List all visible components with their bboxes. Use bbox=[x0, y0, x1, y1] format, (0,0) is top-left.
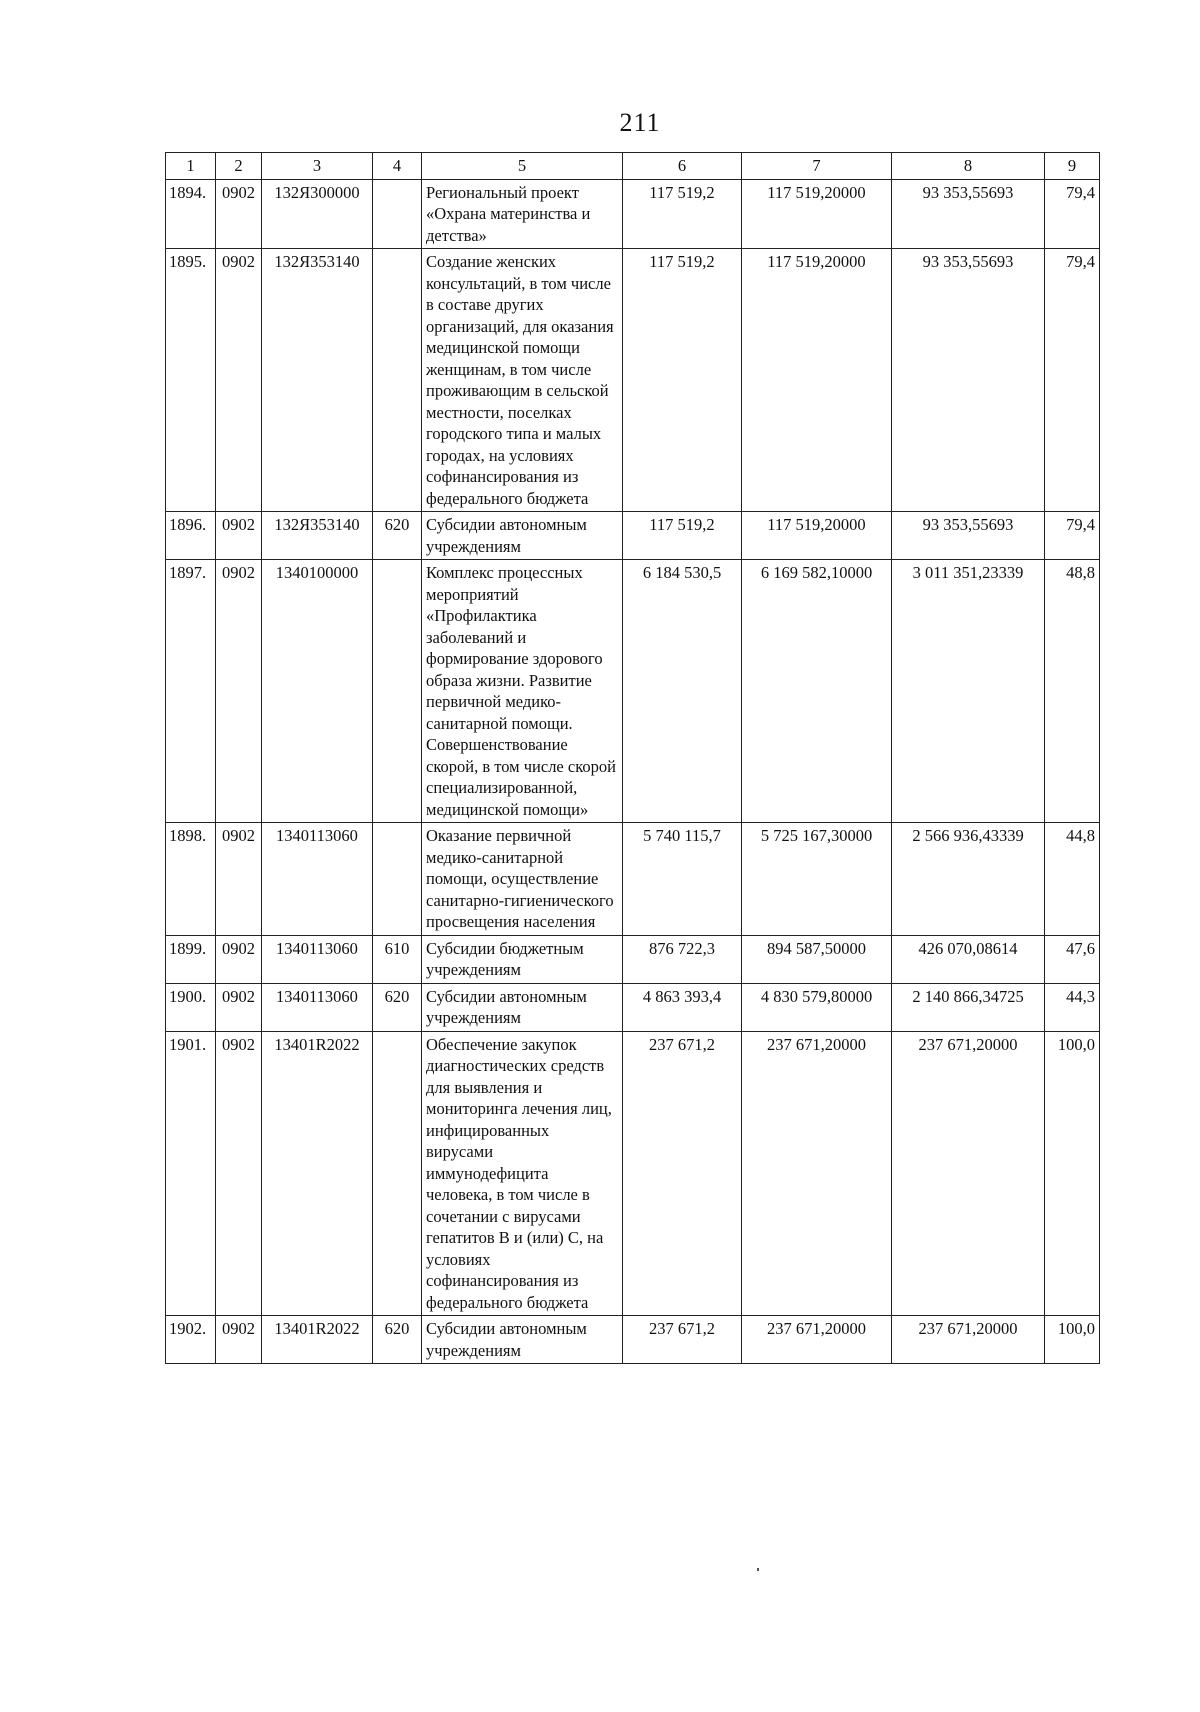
header-cell: 9 bbox=[1045, 153, 1100, 180]
header-cell: 1 bbox=[166, 153, 216, 180]
plan-amount-cell: 4 863 393,4 bbox=[623, 983, 742, 1031]
percent-cell: 79,4 bbox=[1045, 249, 1100, 512]
percent-cell: 79,4 bbox=[1045, 512, 1100, 560]
table-row bbox=[166, 1316, 1100, 1364]
description-cell: Оказание первичной медико-санитарной помощи, осуществление санитарно-гигиенического просвещения населения bbox=[422, 823, 623, 936]
refined-amount-cell: 237 671,20000 bbox=[742, 1316, 892, 1364]
plan-amount-cell: 117 519,2 bbox=[623, 249, 742, 512]
table-row bbox=[166, 823, 1100, 936]
executed-amount-cell: 2 140 866,34725 bbox=[892, 983, 1045, 1031]
row-number-cell: 1902. bbox=[166, 1316, 216, 1364]
section-code-cell: 0902 bbox=[216, 249, 262, 512]
row-number-cell: 1899. bbox=[166, 935, 216, 983]
refined-amount-cell: 117 519,20000 bbox=[742, 179, 892, 249]
header-cell: 5 bbox=[422, 153, 623, 180]
section-code-cell: 0902 bbox=[216, 179, 262, 249]
section-code-cell: 0902 bbox=[216, 560, 262, 823]
section-code-cell: 0902 bbox=[216, 1031, 262, 1316]
header-cell: 6 bbox=[623, 153, 742, 180]
table-body bbox=[166, 179, 1100, 1364]
table-row bbox=[166, 1031, 1100, 1316]
table-row bbox=[166, 983, 1100, 1031]
target-code-cell: 1340100000 bbox=[262, 560, 373, 823]
percent-cell: 44,3 bbox=[1045, 983, 1100, 1031]
table-row bbox=[166, 512, 1100, 560]
target-code-cell: 132Я353140 bbox=[262, 249, 373, 512]
expense-type-cell bbox=[373, 560, 422, 823]
page-number: 211 bbox=[619, 108, 661, 137]
description-cell: Субсидии автономным учреждениям bbox=[422, 983, 623, 1031]
percent-cell: 79,4 bbox=[1045, 179, 1100, 249]
percent-cell: 100,0 bbox=[1045, 1031, 1100, 1316]
description-cell: Комплекс процессных мероприятий «Профилактика заболеваний и формирование здорового образа жизни. Развитие первичной медико-санитарной помощи. Совершенствование скорой, в том числе скорой специализированной, медицинской помощи» bbox=[422, 560, 623, 823]
budget-table bbox=[165, 152, 1100, 1364]
row-number-cell: 1901. bbox=[166, 1031, 216, 1316]
row-number-cell: 1897. bbox=[166, 560, 216, 823]
percent-cell: 48,8 bbox=[1045, 560, 1100, 823]
row-number-cell: 1898. bbox=[166, 823, 216, 936]
target-code-cell: 13401R2022 bbox=[262, 1031, 373, 1316]
refined-amount-cell: 117 519,20000 bbox=[742, 512, 892, 560]
table-row bbox=[166, 179, 1100, 249]
section-code-cell: 0902 bbox=[216, 1316, 262, 1364]
plan-amount-cell: 237 671,2 bbox=[623, 1316, 742, 1364]
target-code-cell: 1340113060 bbox=[262, 983, 373, 1031]
expense-type-cell bbox=[373, 823, 422, 936]
section-code-cell: 0902 bbox=[216, 823, 262, 936]
plan-amount-cell: 237 671,2 bbox=[623, 1031, 742, 1316]
refined-amount-cell: 4 830 579,80000 bbox=[742, 983, 892, 1031]
expense-type-cell: 620 bbox=[373, 512, 422, 560]
executed-amount-cell: 237 671,20000 bbox=[892, 1031, 1045, 1316]
refined-amount-cell: 5 725 167,30000 bbox=[742, 823, 892, 936]
plan-amount-cell: 117 519,2 bbox=[623, 179, 742, 249]
expense-type-cell bbox=[373, 1031, 422, 1316]
executed-amount-cell: 426 070,08614 bbox=[892, 935, 1045, 983]
section-code-cell: 0902 bbox=[216, 935, 262, 983]
description-cell: Субсидии автономным учреждениям bbox=[422, 1316, 623, 1364]
target-code-cell: 1340113060 bbox=[262, 823, 373, 936]
row-number-cell: 1900. bbox=[166, 983, 216, 1031]
expense-type-cell bbox=[373, 179, 422, 249]
target-code-cell: 13401R2022 bbox=[262, 1316, 373, 1364]
table-row bbox=[166, 560, 1100, 823]
description-cell: Создание женских консультаций, в том числе в составе других организаций, для оказания медицинской помощи женщинам, в том числе проживающим в сельской местности, поселках городского типа и малых городах, на условиях софинансирования из федерального бюджета bbox=[422, 249, 623, 512]
description-cell: Региональный проект «Охрана материнства и детства» bbox=[422, 179, 623, 249]
row-number-cell: 1894. bbox=[166, 179, 216, 249]
expense-type-cell: 620 bbox=[373, 983, 422, 1031]
refined-amount-cell: 117 519,20000 bbox=[742, 249, 892, 512]
refined-amount-cell: 237 671,20000 bbox=[742, 1031, 892, 1316]
executed-amount-cell: 237 671,20000 bbox=[892, 1316, 1045, 1364]
refined-amount-cell: 894 587,50000 bbox=[742, 935, 892, 983]
expense-type-cell bbox=[373, 249, 422, 512]
expense-type-cell: 610 bbox=[373, 935, 422, 983]
plan-amount-cell: 5 740 115,7 bbox=[623, 823, 742, 936]
percent-cell: 100,0 bbox=[1045, 1316, 1100, 1364]
table-row bbox=[166, 935, 1100, 983]
expense-type-cell: 620 bbox=[373, 1316, 422, 1364]
executed-amount-cell: 93 353,55693 bbox=[892, 512, 1045, 560]
row-number-cell: 1895. bbox=[166, 249, 216, 512]
plan-amount-cell: 6 184 530,5 bbox=[623, 560, 742, 823]
target-code-cell: 1340113060 bbox=[262, 935, 373, 983]
executed-amount-cell: 3 011 351,23339 bbox=[892, 560, 1045, 823]
section-code-cell: 0902 bbox=[216, 983, 262, 1031]
header-cell: 3 bbox=[262, 153, 373, 180]
executed-amount-cell: 2 566 936,43339 bbox=[892, 823, 1045, 936]
target-code-cell: 132Я300000 bbox=[262, 179, 373, 249]
scan-dot bbox=[757, 1568, 759, 1571]
header-cell: 2 bbox=[216, 153, 262, 180]
executed-amount-cell: 93 353,55693 bbox=[892, 179, 1045, 249]
header-cell: 7 bbox=[742, 153, 892, 180]
header-cell: 8 bbox=[892, 153, 1045, 180]
percent-cell: 47,6 bbox=[1045, 935, 1100, 983]
plan-amount-cell: 117 519,2 bbox=[623, 512, 742, 560]
header-cell: 4 bbox=[373, 153, 422, 180]
section-code-cell: 0902 bbox=[216, 512, 262, 560]
refined-amount-cell: 6 169 582,10000 bbox=[742, 560, 892, 823]
description-cell: Субсидии автономным учреждениям bbox=[422, 512, 623, 560]
target-code-cell: 132Я353140 bbox=[262, 512, 373, 560]
plan-amount-cell: 876 722,3 bbox=[623, 935, 742, 983]
header-row bbox=[166, 153, 1100, 180]
description-cell: Субсидии бюджетным учреждениям bbox=[422, 935, 623, 983]
table-row bbox=[166, 249, 1100, 512]
percent-cell: 44,8 bbox=[1045, 823, 1100, 936]
description-cell: Обеспечение закупок диагностических средств для выявления и мониторинга лечения лиц, инфицированных вирусами иммунодефицита человека, в том числе в сочетании с вирусами гепатитов В и (или) С, на условиях софинансирования из федерального бюджета bbox=[422, 1031, 623, 1316]
row-number-cell: 1896. bbox=[166, 512, 216, 560]
executed-amount-cell: 93 353,55693 bbox=[892, 249, 1045, 512]
